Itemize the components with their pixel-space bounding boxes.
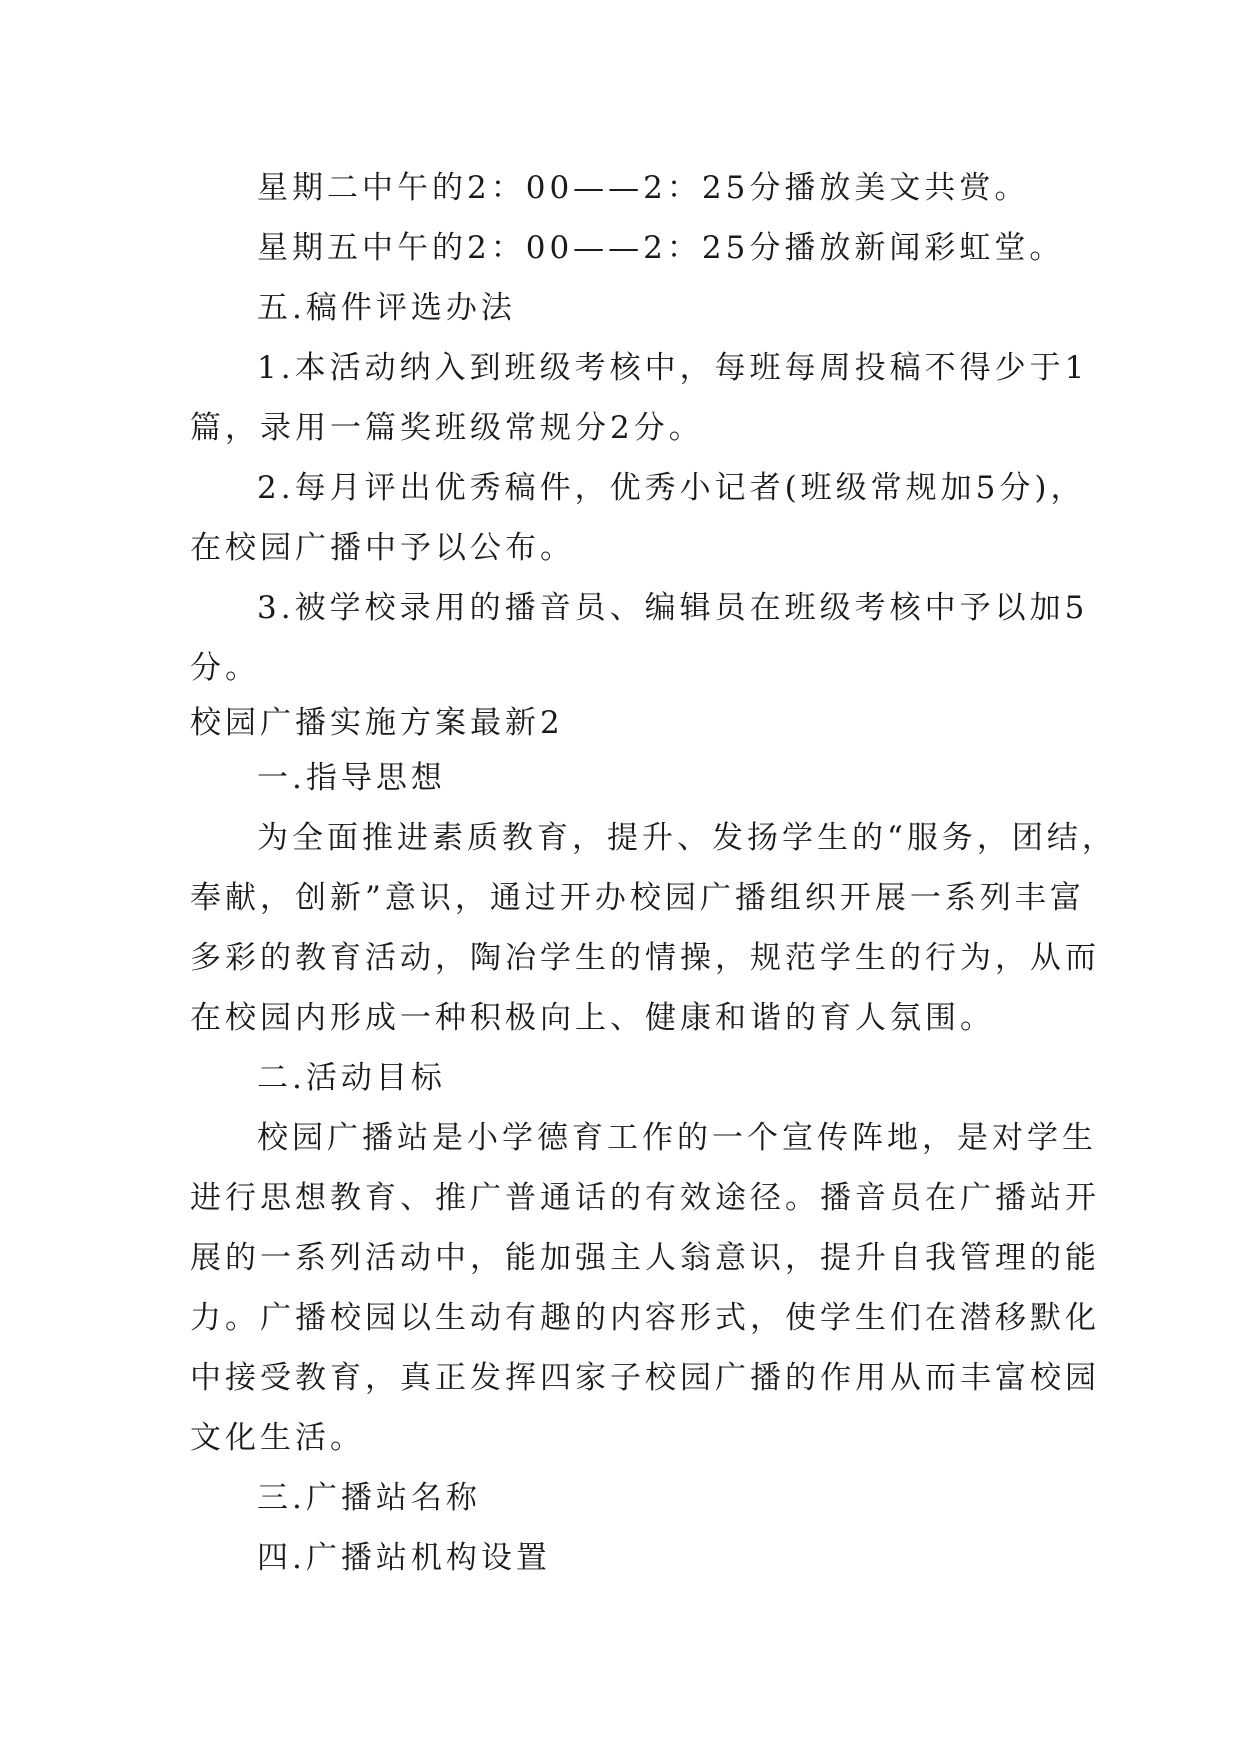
rule-2-line-2: 在校园广播中予以公布。	[190, 530, 575, 566]
activity-goal-line-1: 校园广播站是小学德育工作的一个宣传阵地，是对学生	[257, 1120, 1097, 1156]
activity-goal-line-2: 进行思想教育、推广普通话的有效途径。播音员在广播站开	[190, 1180, 1100, 1216]
guiding-thought-line-1: 为全面推进素质教育，提升、发扬学生的“服务，团结，	[257, 820, 1117, 856]
rule-3-line-1: 3.被学校录用的播音员、编辑员在班级考核中予以加5	[257, 590, 1089, 626]
document-title-2: 校园广播实施方案最新2	[190, 705, 564, 741]
guiding-thought-line-4: 在校园内形成一种积极向上、健康和谐的育人氛围。	[190, 1000, 995, 1036]
section-heading-3: 三.广播站名称	[257, 1480, 481, 1516]
schedule-friday: 星期五中午的2：00——2：25分播放新闻彩虹堂。	[257, 230, 1065, 266]
guiding-thought-line-3: 多彩的教育活动，陶冶学生的情操，规范学生的行为，从而	[190, 940, 1100, 976]
activity-goal-line-5: 中接受教育，真正发挥四家子校园广播的作用从而丰富校园	[190, 1360, 1100, 1396]
rule-3-line-2: 分。	[190, 650, 260, 686]
section-heading-2: 二.活动目标	[257, 1060, 446, 1096]
activity-goal-line-3: 展的一系列活动中，能加强主人翁意识，提升自我管理的能	[190, 1240, 1100, 1276]
guiding-thought-line-2: 奉献，创新”意识，通过开办校园广播组织开展一系列丰富	[190, 880, 1085, 916]
rule-1-line-2: 篇，录用一篇奖班级常规分2分。	[190, 410, 704, 446]
rule-1-line-1: 1.本活动纳入到班级考核中，每班每周投稿不得少于1	[257, 350, 1089, 386]
section-heading-5: 五.稿件评选办法	[257, 290, 516, 326]
activity-goal-line-6: 文化生活。	[190, 1420, 365, 1456]
section-heading-1: 一.指导思想	[257, 760, 446, 796]
section-heading-4: 四.广播站机构设置	[257, 1540, 551, 1576]
schedule-tuesday: 星期二中午的2：00——2：25分播放美文共赏。	[257, 170, 1030, 206]
rule-2-line-1: 2.每月评出优秀稿件，优秀小记者(班级常规加5分)，	[257, 470, 1086, 506]
activity-goal-line-4: 力。广播校园以生动有趣的内容形式，使学生们在潜移默化	[190, 1300, 1100, 1336]
